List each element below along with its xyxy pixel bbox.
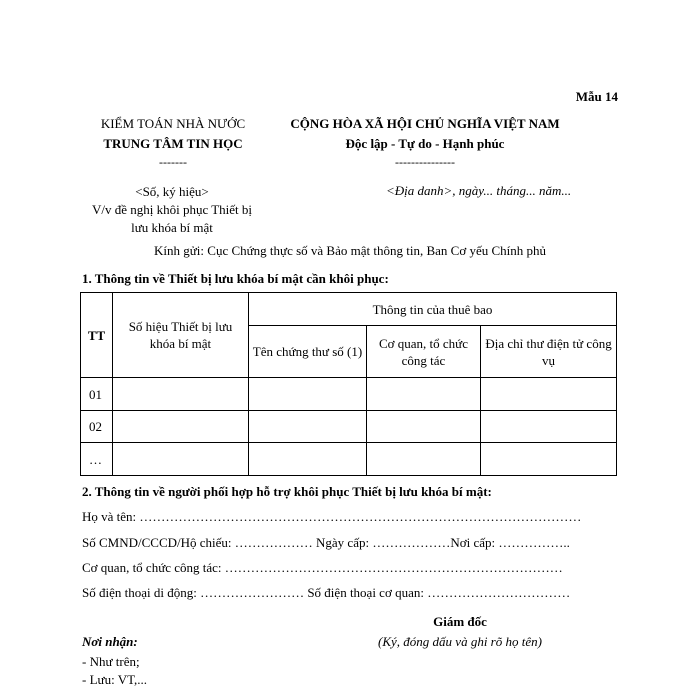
field-organization[interactable]: Cơ quan, tổ chức công tác: …………………………………………………………………… bbox=[82, 560, 563, 575]
col-header-cert-name: Tên chứng thư số (1) bbox=[249, 326, 367, 378]
national-motto: Độc lập - Tự do - Hạnh phúc bbox=[345, 136, 505, 151]
national-header bbox=[280, 114, 570, 170]
device-info-table bbox=[80, 292, 617, 476]
table-cell[interactable] bbox=[249, 443, 367, 476]
place-date-line: <Địa danh>, ngày... tháng... năm... bbox=[386, 183, 572, 198]
issuing-agency-header bbox=[78, 114, 268, 170]
col-group-subscriber: Thông tin của thuê bao bbox=[249, 293, 617, 326]
recipient-line: Kính gửi: Cục Chứng thực số và Bảo mật thông tin, Ban Cơ yếu Chính phủ bbox=[154, 243, 546, 258]
section1-title: 1. Thông tin về Thiết bị lưu khóa bí mật cần khôi phục: bbox=[82, 271, 389, 286]
table-cell[interactable] bbox=[113, 378, 249, 411]
field-full-name[interactable]: Họ và tên: ………………………………………………………………………………………… bbox=[82, 509, 582, 524]
col-header-tt: TT bbox=[81, 293, 113, 378]
table-cell[interactable] bbox=[249, 411, 367, 443]
signature-note: (Ký, đóng dấu và ghi rõ họ tên) bbox=[378, 634, 542, 649]
receiver-item: - Như trên; bbox=[82, 654, 140, 669]
field-id-number[interactable]: Số CMND/CCCD/Hộ chiếu: ……………… Ngày cấp: ………………Nơi cấp: …………….. bbox=[82, 535, 570, 550]
form-code: Mẫu 14 bbox=[575, 89, 618, 104]
table-cell[interactable] bbox=[113, 443, 249, 476]
section2-title: 2. Thông tin về người phối hợp hỗ trợ khôi phục Thiết bị lưu khóa bí mật: bbox=[82, 484, 492, 499]
col-header-device-number: Số hiệu Thiết bị lưu khóa bí mật bbox=[113, 293, 249, 378]
agency-name: TRUNG TÂM TIN HỌC bbox=[103, 136, 243, 151]
table-cell[interactable] bbox=[367, 378, 481, 411]
national-separator: --------------- bbox=[395, 155, 455, 169]
table-row bbox=[81, 443, 617, 476]
table-cell[interactable] bbox=[481, 443, 617, 476]
table-row bbox=[81, 411, 617, 443]
table-row bbox=[81, 378, 617, 411]
table-cell[interactable] bbox=[367, 443, 481, 476]
col-header-org: Cơ quan, tổ chức công tác bbox=[367, 326, 481, 378]
agency-separator: ------- bbox=[159, 155, 187, 169]
reference-subject-line1: V/v đề nghị khôi phục Thiết bị bbox=[91, 202, 253, 217]
table-cell[interactable] bbox=[367, 411, 481, 443]
reference-subject-line2: lưu khóa bí mật bbox=[131, 220, 213, 235]
table-cell[interactable] bbox=[481, 378, 617, 411]
table-cell[interactable] bbox=[481, 411, 617, 443]
table-cell[interactable] bbox=[249, 378, 367, 411]
receivers-title: Nơi nhận: bbox=[82, 634, 138, 649]
agency-name-parent: KIỂM TOÁN NHÀ NƯỚC bbox=[100, 116, 246, 131]
national-title: CỘNG HÒA XÃ HỘI CHỦ NGHĨA VIỆT NAM bbox=[290, 116, 560, 131]
field-phone[interactable]: Số điện thoại di động: …………………… Số điện thoại cơ quan: …………………………… bbox=[82, 585, 571, 600]
row-number: 02 bbox=[81, 411, 113, 443]
row-number: … bbox=[81, 443, 113, 476]
signer-title: Giám đốc bbox=[433, 614, 487, 629]
row-number: 01 bbox=[81, 378, 113, 411]
reference-block bbox=[72, 183, 272, 237]
table-cell[interactable] bbox=[113, 411, 249, 443]
receiver-item: - Lưu: VT,... bbox=[82, 672, 148, 687]
reference-number: <Số, ký hiệu> bbox=[135, 184, 209, 199]
col-header-email: Địa chỉ thư điện tử công vụ bbox=[481, 326, 617, 378]
